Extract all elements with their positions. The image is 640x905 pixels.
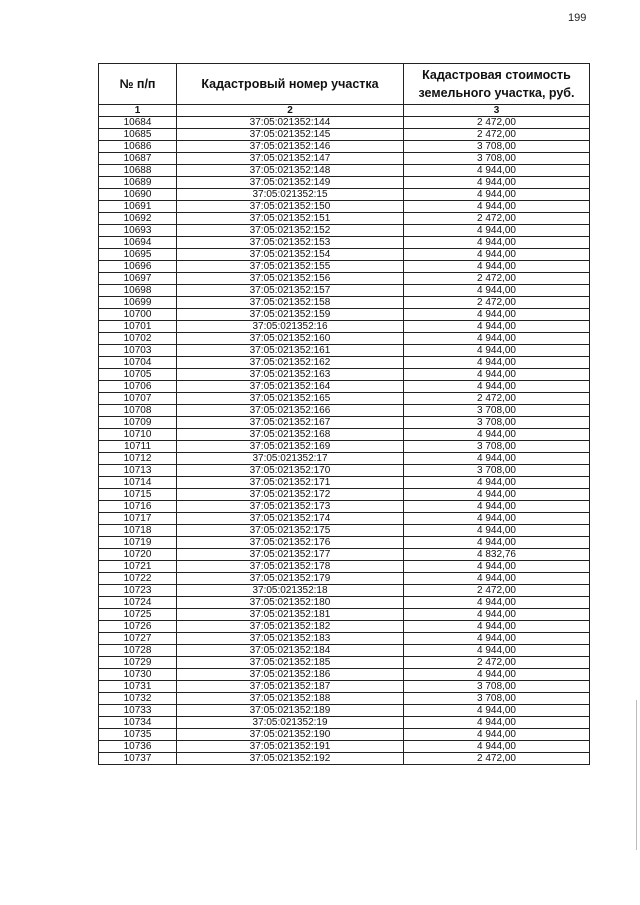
- cadastral-value-cell: 3 708,00: [404, 465, 590, 477]
- cadastral-number-cell: 37:05:021352:148: [177, 165, 404, 177]
- cadastral-number-cell: 37:05:021352:172: [177, 489, 404, 501]
- cadastral-number-cell: 37:05:021352:19: [177, 717, 404, 729]
- table-row: [99, 213, 590, 225]
- cadastral-number-cell: 37:05:021352:18: [177, 585, 404, 597]
- cadastral-value-cell: 4 944,00: [404, 489, 590, 501]
- cadastral-value-cell: 4 944,00: [404, 177, 590, 189]
- cadastral-number-cell: 37:05:021352:154: [177, 249, 404, 261]
- table-row: [99, 297, 590, 309]
- header-cadastral-number: Кадастровый номер участка: [177, 64, 404, 105]
- table-row: [99, 477, 590, 489]
- cadastral-value-cell: 4 944,00: [404, 429, 590, 441]
- cadastral-number-cell: 37:05:021352:185: [177, 657, 404, 669]
- table-row: [99, 189, 590, 201]
- cadastral-number-cell: 37:05:021352:149: [177, 177, 404, 189]
- cadastral-number-cell: 37:05:021352:183: [177, 633, 404, 645]
- scan-edge-line: [636, 700, 637, 850]
- table-row: [99, 537, 590, 549]
- row-number-cell: 10734: [99, 717, 177, 729]
- row-number-cell: 10688: [99, 165, 177, 177]
- table-row: [99, 177, 590, 189]
- cadastral-value-cell: 4 944,00: [404, 573, 590, 585]
- table-row: [99, 429, 590, 441]
- row-number-cell: 10698: [99, 285, 177, 297]
- cadastral-number-cell: 37:05:021352:15: [177, 189, 404, 201]
- row-number-cell: 10723: [99, 585, 177, 597]
- cadastral-number-cell: 37:05:021352:186: [177, 669, 404, 681]
- cadastral-value-cell: 3 708,00: [404, 153, 590, 165]
- table-row: [99, 321, 590, 333]
- row-number-cell: 10735: [99, 729, 177, 741]
- table-row: [99, 273, 590, 285]
- row-number-cell: 10726: [99, 621, 177, 633]
- cadastral-value-cell: 4 944,00: [404, 729, 590, 741]
- cadastral-value-cell: 4 944,00: [404, 477, 590, 489]
- table-row: [99, 681, 590, 693]
- table-row: [99, 573, 590, 585]
- table-row: [99, 549, 590, 561]
- cadastral-number-cell: 37:05:021352:173: [177, 501, 404, 513]
- row-number-cell: 10686: [99, 141, 177, 153]
- row-number-cell: 10708: [99, 405, 177, 417]
- row-number-cell: 10687: [99, 153, 177, 165]
- table-row: [99, 393, 590, 405]
- cadastral-value-cell: 4 944,00: [404, 189, 590, 201]
- cadastral-number-cell: 37:05:021352:187: [177, 681, 404, 693]
- cadastral-value-cell: 4 832,76: [404, 549, 590, 561]
- cadastral-value-cell: 3 708,00: [404, 441, 590, 453]
- table-row: [99, 405, 590, 417]
- cadastral-number-cell: 37:05:021352:170: [177, 465, 404, 477]
- table-row: [99, 729, 590, 741]
- row-number-cell: 10715: [99, 489, 177, 501]
- cadastral-number-cell: 37:05:021352:17: [177, 453, 404, 465]
- cadastral-number-cell: 37:05:021352:188: [177, 693, 404, 705]
- column-number: 2: [177, 105, 404, 117]
- cadastral-value-cell: 4 944,00: [404, 525, 590, 537]
- table-row: [99, 585, 590, 597]
- row-number-cell: 10711: [99, 441, 177, 453]
- table-row: [99, 333, 590, 345]
- table-row: [99, 201, 590, 213]
- cadastral-number-cell: 37:05:021352:157: [177, 285, 404, 297]
- row-number-cell: 10696: [99, 261, 177, 273]
- cadastral-number-cell: 37:05:021352:176: [177, 537, 404, 549]
- table-row: [99, 117, 590, 129]
- cadastral-number-cell: 37:05:021352:180: [177, 597, 404, 609]
- cadastral-value-cell: 4 944,00: [404, 621, 590, 633]
- cadastral-value-cell: 4 944,00: [404, 597, 590, 609]
- cadastral-value-cell: 4 944,00: [404, 609, 590, 621]
- cadastral-value-cell: 4 944,00: [404, 333, 590, 345]
- cadastral-value-cell: 4 944,00: [404, 225, 590, 237]
- cadastral-value-cell: 4 944,00: [404, 381, 590, 393]
- cadastral-number-cell: 37:05:021352:160: [177, 333, 404, 345]
- header-cadastral-value-line1: Кадастровая стоимость: [422, 68, 571, 82]
- column-numbers-row: [99, 105, 590, 117]
- table-row: [99, 501, 590, 513]
- table-row: [99, 693, 590, 705]
- page-number: 199: [568, 12, 587, 24]
- cadastral-number-cell: 37:05:021352:181: [177, 609, 404, 621]
- table-row: [99, 141, 590, 153]
- cadastral-value-cell: 2 472,00: [404, 117, 590, 129]
- cadastral-number-cell: 37:05:021352:163: [177, 369, 404, 381]
- row-number-cell: 10684: [99, 117, 177, 129]
- column-number: 1: [99, 105, 177, 117]
- cadastral-value-cell: 4 944,00: [404, 237, 590, 249]
- table-row: [99, 657, 590, 669]
- row-number-cell: 10713: [99, 465, 177, 477]
- table-row: [99, 237, 590, 249]
- row-number-cell: 10700: [99, 309, 177, 321]
- row-number-cell: 10701: [99, 321, 177, 333]
- cadastral-number-cell: 37:05:021352:189: [177, 705, 404, 717]
- cadastral-number-cell: 37:05:021352:191: [177, 741, 404, 753]
- cadastral-value-cell: 4 944,00: [404, 453, 590, 465]
- row-number-cell: 10727: [99, 633, 177, 645]
- cadastral-number-cell: 37:05:021352:159: [177, 309, 404, 321]
- cadastral-value-cell: 4 944,00: [404, 249, 590, 261]
- cadastral-value-cell: 4 944,00: [404, 309, 590, 321]
- cadastral-number-cell: 37:05:021352:179: [177, 573, 404, 585]
- row-number-cell: 10716: [99, 501, 177, 513]
- table-row: [99, 285, 590, 297]
- table-row: [99, 441, 590, 453]
- row-number-cell: 10689: [99, 177, 177, 189]
- row-number-cell: 10707: [99, 393, 177, 405]
- table-row: [99, 453, 590, 465]
- cadastral-number-cell: 37:05:021352:145: [177, 129, 404, 141]
- row-number-cell: 10729: [99, 657, 177, 669]
- cadastral-number-cell: 37:05:021352:167: [177, 417, 404, 429]
- cadastral-number-cell: 37:05:021352:158: [177, 297, 404, 309]
- table-row: [99, 261, 590, 273]
- cadastral-table: [98, 63, 590, 765]
- row-number-cell: 10732: [99, 693, 177, 705]
- table-row: [99, 597, 590, 609]
- header-cadastral-value-line2: земельного участка, руб.: [418, 86, 575, 100]
- cadastral-number-cell: 37:05:021352:144: [177, 117, 404, 129]
- row-number-cell: 10694: [99, 237, 177, 249]
- cadastral-value-cell: 4 944,00: [404, 513, 590, 525]
- table-row: [99, 621, 590, 633]
- table-row: [99, 357, 590, 369]
- cadastral-value-cell: 4 944,00: [404, 705, 590, 717]
- row-number-cell: 10725: [99, 609, 177, 621]
- cadastral-number-cell: 37:05:021352:169: [177, 441, 404, 453]
- table-row: [99, 561, 590, 573]
- row-number-cell: 10720: [99, 549, 177, 561]
- column-number: 3: [404, 105, 590, 117]
- row-number-cell: 10717: [99, 513, 177, 525]
- cadastral-number-cell: 37:05:021352:184: [177, 645, 404, 657]
- cadastral-number-cell: 37:05:021352:166: [177, 405, 404, 417]
- cadastral-number-cell: 37:05:021352:156: [177, 273, 404, 285]
- cadastral-value-cell: 3 708,00: [404, 141, 590, 153]
- table-header-row: [99, 64, 590, 105]
- cadastral-value-cell: 4 944,00: [404, 357, 590, 369]
- row-number-cell: 10718: [99, 525, 177, 537]
- cadastral-number-cell: 37:05:021352:182: [177, 621, 404, 633]
- cadastral-value-cell: 4 944,00: [404, 741, 590, 753]
- row-number-cell: 10730: [99, 669, 177, 681]
- row-number-cell: 10733: [99, 705, 177, 717]
- cadastral-value-cell: 2 472,00: [404, 753, 590, 765]
- header-row-number: № п/п: [99, 64, 177, 105]
- row-number-cell: 10722: [99, 573, 177, 585]
- table-row: [99, 525, 590, 537]
- cadastral-value-cell: 2 472,00: [404, 297, 590, 309]
- cadastral-number-cell: 37:05:021352:174: [177, 513, 404, 525]
- row-number-cell: 10697: [99, 273, 177, 285]
- cadastral-value-cell: 4 944,00: [404, 321, 590, 333]
- cadastral-number-cell: 37:05:021352:177: [177, 549, 404, 561]
- table-row: [99, 705, 590, 717]
- row-number-cell: 10710: [99, 429, 177, 441]
- cadastral-number-cell: 37:05:021352:192: [177, 753, 404, 765]
- table-row: [99, 345, 590, 357]
- table-row: [99, 753, 590, 765]
- cadastral-value-cell: 2 472,00: [404, 273, 590, 285]
- table-row: [99, 381, 590, 393]
- cadastral-value-cell: 2 472,00: [404, 213, 590, 225]
- cadastral-value-cell: 4 944,00: [404, 561, 590, 573]
- row-number-cell: 10728: [99, 645, 177, 657]
- cadastral-number-cell: 37:05:021352:175: [177, 525, 404, 537]
- row-number-cell: 10719: [99, 537, 177, 549]
- cadastral-value-cell: 4 944,00: [404, 285, 590, 297]
- table-row: [99, 225, 590, 237]
- row-number-cell: 10702: [99, 333, 177, 345]
- cadastral-value-cell: 4 944,00: [404, 669, 590, 681]
- cadastral-value-cell: 4 944,00: [404, 345, 590, 357]
- cadastral-number-cell: 37:05:021352:16: [177, 321, 404, 333]
- row-number-cell: 10736: [99, 741, 177, 753]
- row-number-cell: 10731: [99, 681, 177, 693]
- cadastral-number-cell: 37:05:021352:171: [177, 477, 404, 489]
- cadastral-number-cell: 37:05:021352:162: [177, 357, 404, 369]
- cadastral-value-cell: 4 944,00: [404, 201, 590, 213]
- row-number-cell: 10714: [99, 477, 177, 489]
- row-number-cell: 10712: [99, 453, 177, 465]
- table-row: [99, 513, 590, 525]
- row-number-cell: 10693: [99, 225, 177, 237]
- table-row: [99, 465, 590, 477]
- row-number-cell: 10685: [99, 129, 177, 141]
- table-row: [99, 165, 590, 177]
- cadastral-value-cell: 4 944,00: [404, 501, 590, 513]
- cadastral-number-cell: 37:05:021352:155: [177, 261, 404, 273]
- row-number-cell: 10695: [99, 249, 177, 261]
- cadastral-value-cell: 4 944,00: [404, 717, 590, 729]
- cadastral-number-cell: 37:05:021352:178: [177, 561, 404, 573]
- cadastral-value-cell: 2 472,00: [404, 657, 590, 669]
- table-row: [99, 633, 590, 645]
- cadastral-number-cell: 37:05:021352:152: [177, 225, 404, 237]
- cadastral-value-cell: 2 472,00: [404, 129, 590, 141]
- table-row: [99, 717, 590, 729]
- table-row: [99, 369, 590, 381]
- cadastral-number-cell: 37:05:021352:151: [177, 213, 404, 225]
- cadastral-value-cell: 4 944,00: [404, 261, 590, 273]
- table-row: [99, 153, 590, 165]
- row-number-cell: 10724: [99, 597, 177, 609]
- row-number-cell: 10737: [99, 753, 177, 765]
- cadastral-value-cell: 4 944,00: [404, 537, 590, 549]
- table-row: [99, 417, 590, 429]
- row-number-cell: 10703: [99, 345, 177, 357]
- table-row: [99, 309, 590, 321]
- table-row: [99, 249, 590, 261]
- cadastral-number-cell: 37:05:021352:153: [177, 237, 404, 249]
- table-row: [99, 741, 590, 753]
- row-number-cell: 10691: [99, 201, 177, 213]
- table-row: [99, 609, 590, 621]
- row-number-cell: 10721: [99, 561, 177, 573]
- table-row: [99, 669, 590, 681]
- cadastral-value-cell: 4 944,00: [404, 645, 590, 657]
- cadastral-value-cell: 3 708,00: [404, 417, 590, 429]
- table-row: [99, 645, 590, 657]
- table-row: [99, 489, 590, 501]
- row-number-cell: 10704: [99, 357, 177, 369]
- cadastral-number-cell: 37:05:021352:164: [177, 381, 404, 393]
- row-number-cell: 10699: [99, 297, 177, 309]
- row-number-cell: 10692: [99, 213, 177, 225]
- cadastral-value-cell: 2 472,00: [404, 585, 590, 597]
- cadastral-value-cell: 2 472,00: [404, 393, 590, 405]
- cadastral-value-cell: 3 708,00: [404, 405, 590, 417]
- header-cadastral-value: [404, 64, 590, 105]
- row-number-cell: 10705: [99, 369, 177, 381]
- cadastral-value-cell: 4 944,00: [404, 369, 590, 381]
- table-row: [99, 129, 590, 141]
- cadastral-number-cell: 37:05:021352:150: [177, 201, 404, 213]
- cadastral-number-cell: 37:05:021352:168: [177, 429, 404, 441]
- cadastral-value-cell: 4 944,00: [404, 165, 590, 177]
- cadastral-number-cell: 37:05:021352:161: [177, 345, 404, 357]
- cadastral-number-cell: 37:05:021352:190: [177, 729, 404, 741]
- row-number-cell: 10709: [99, 417, 177, 429]
- cadastral-value-cell: 4 944,00: [404, 633, 590, 645]
- row-number-cell: 10690: [99, 189, 177, 201]
- cadastral-number-cell: 37:05:021352:147: [177, 153, 404, 165]
- cadastral-number-cell: 37:05:021352:165: [177, 393, 404, 405]
- cadastral-value-cell: 3 708,00: [404, 693, 590, 705]
- row-number-cell: 10706: [99, 381, 177, 393]
- cadastral-number-cell: 37:05:021352:146: [177, 141, 404, 153]
- cadastral-value-cell: 3 708,00: [404, 681, 590, 693]
